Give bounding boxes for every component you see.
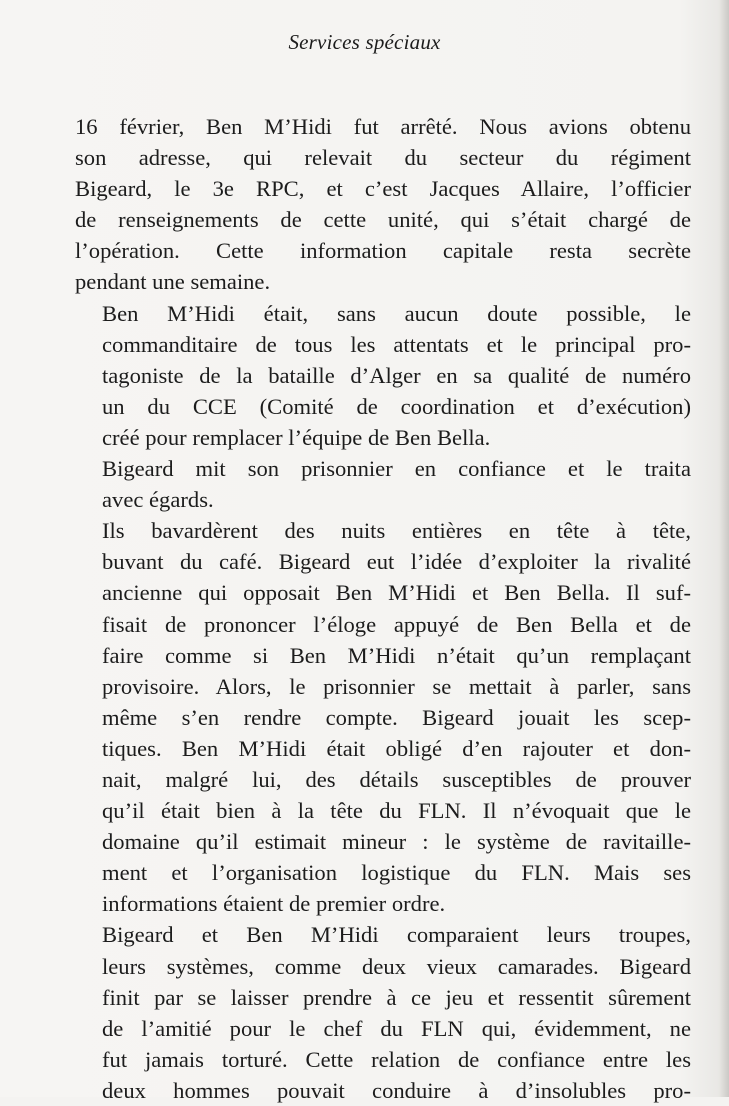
text-line: créé pour remplacer l’équipe de Ben Bella. bbox=[102, 424, 491, 450]
text-line: tiques. Ben M’Hidi était obligé d’en rajouter et don- bbox=[102, 735, 691, 761]
paragraph bbox=[75, 111, 691, 298]
text-line: un du CCE (Comité de coordination et d’exécution) bbox=[102, 393, 691, 419]
text-line: 16 février, Ben M’Hidi fut arrêté. Nous avions obtenu bbox=[75, 114, 691, 139]
text-line: buvant du café. Bigeard eut l’idée d’exploiter la rivalité bbox=[102, 549, 691, 575]
text-line: avec égards. bbox=[102, 487, 214, 513]
text-line: de l’amitié pour le chef du FLN qui, évidemment, ne bbox=[102, 1015, 691, 1041]
text-line: leurs systèmes, comme deux vieux camarades. Bigeard bbox=[102, 953, 691, 979]
text-line: commanditaire de tous les attentats et le principal pro- bbox=[102, 331, 691, 357]
text-line: Bigeard mit son prisonnier en confiance et le traita bbox=[102, 456, 691, 482]
text-line: nait, malgré lui, des détails susceptibles de prouver bbox=[102, 766, 691, 792]
text-line: deux hommes pouvait conduire à d’insolubles pro- bbox=[102, 1077, 691, 1103]
text-line: fut jamais torturé. Cette relation de confiance entre les bbox=[102, 1046, 691, 1072]
running-head: Services spéciaux bbox=[288, 30, 441, 54]
text-line: qu’il était bien à la tête du FLN. Il n’évoquait que le bbox=[102, 798, 691, 824]
text-line: l’opération. Cette information capitale resta secrète bbox=[75, 238, 691, 264]
text-line: Bigeard, le 3e RPC, et c’est Jacques Allaire, l’officier bbox=[75, 176, 691, 202]
paragraph bbox=[75, 919, 691, 1106]
text-line: Ben M’Hidi était, sans aucun doute possible, le bbox=[102, 300, 691, 326]
text-line: ment et l’organisation logistique du FLN. Mais ses bbox=[102, 860, 691, 886]
text-line: ancienne qui opposait Ben M’Hidi et Ben Bella. Il suf- bbox=[102, 580, 691, 606]
text-line: faire comme si Ben M’Hidi n’était qu’un remplaçant bbox=[102, 642, 691, 668]
body-text bbox=[75, 111, 691, 1106]
text-line: Ils bavardèrent des nuits entières en tête à tête, bbox=[102, 518, 691, 544]
text-line: même s’en rendre compte. Bigeard jouait les scep- bbox=[102, 704, 691, 730]
text-line: finit par se laisser prendre à ce jeu et ressentit sûrement bbox=[102, 984, 691, 1010]
text-line: fisait de prononcer l’éloge appuyé de Ben Bella et de bbox=[102, 611, 691, 637]
text-line: informations étaient de premier ordre. bbox=[102, 891, 446, 917]
text-line: Bigeard et Ben M’Hidi comparaient leurs troupes, bbox=[102, 922, 691, 948]
text-line: de renseignements de cette unité, qui s’était chargé de bbox=[75, 207, 691, 233]
paragraph bbox=[75, 453, 691, 515]
text-line: son adresse, qui relevait du secteur du régiment bbox=[75, 145, 691, 171]
text-line: pendant une semaine. bbox=[75, 269, 271, 295]
paragraph bbox=[75, 515, 691, 919]
paragraph bbox=[75, 298, 691, 453]
text-line: provisoire. Alors, le prisonnier se mettait à parler, sans bbox=[102, 673, 691, 699]
text-line: domaine qu’il estimait mineur : le système de ravitaille- bbox=[102, 829, 691, 855]
page-edge-shadow bbox=[719, 0, 729, 1097]
text-line: tagoniste de la bataille d’Alger en sa qualité de numéro bbox=[102, 362, 691, 388]
